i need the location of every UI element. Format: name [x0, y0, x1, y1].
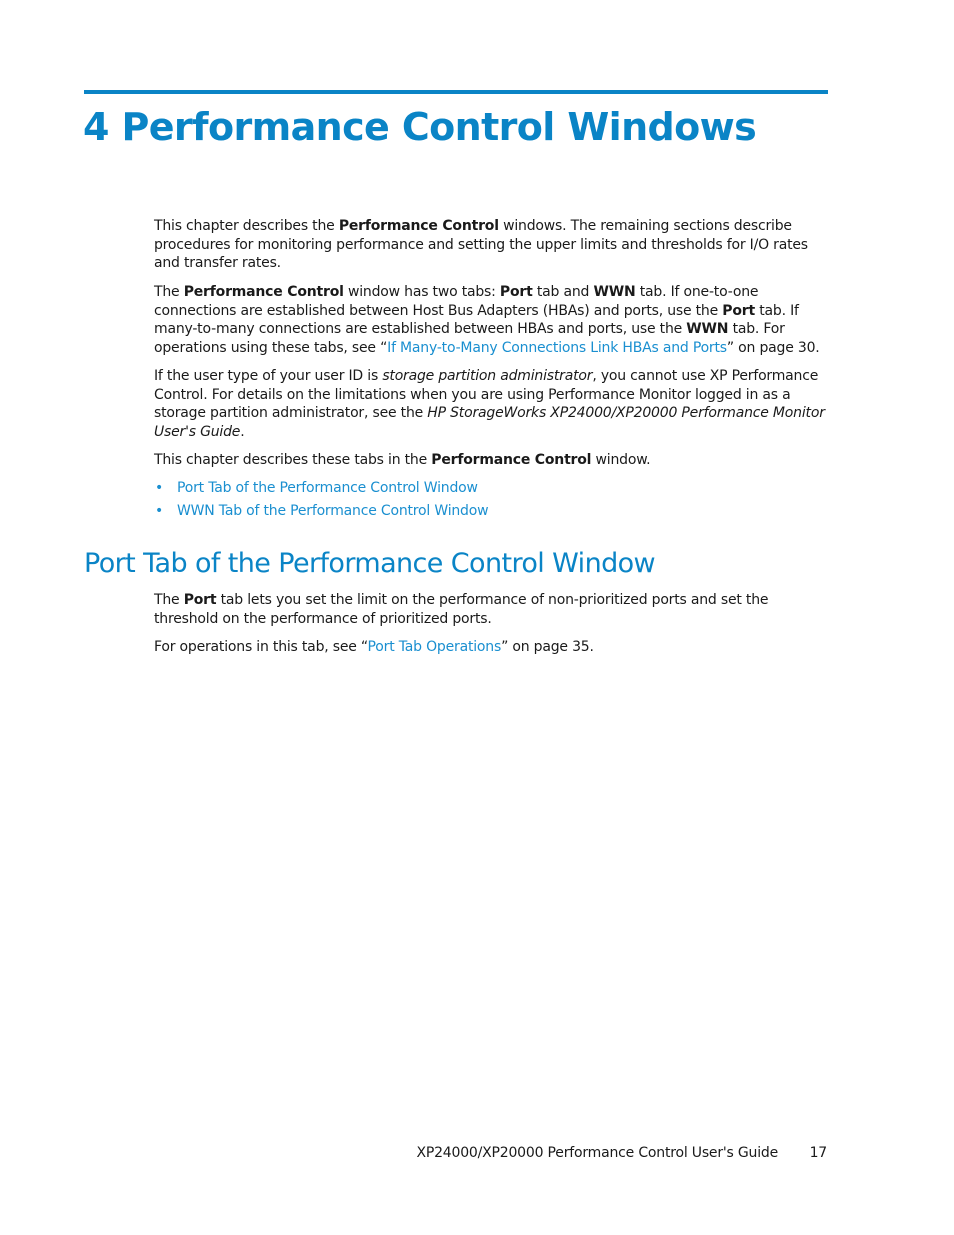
- chapter-title: 4 Performance Control Windows: [83, 105, 757, 149]
- footer-guide-title: XP24000/XP20000 Performance Control User's Guide: [416, 1145, 778, 1161]
- intro-paragraph-2: The Performance Control window has two tabs: Port tab and WWN tab. If one-to-one connections are established between Host Bus Adapters (HBAs) and ports, use the Port tab. If many-to-many connections are established between HBAs and ports, use the WWN tab. For operations using these tabs, see “If Many-to-Many Connections Link HBAs and Ports” on page 30.: [154, 284, 820, 357]
- intro-paragraph-1: This chapter describes the Performance Control windows. The remaining sections describe procedures for monitoring performance and setting the upper limits and thresholds for I/O rates and transfer rates.: [154, 218, 808, 272]
- chapter-rule: [84, 90, 828, 94]
- footer-page-number: 17: [809, 1145, 827, 1161]
- intro-paragraph-3: If the user type of your user ID is storage partition administrator, you cannot use XP Performance Control. For details on the limitations when you are using Performance Monitor logged in as a storage partition administrator, see the HP StorageWorks XP24000/XP20000 Performance Monitor User's Guide.: [154, 368, 825, 441]
- link-port-tab-operations[interactable]: Port Tab Operations: [367, 639, 502, 655]
- section-title: Port Tab of the Performance Control Window: [84, 548, 656, 579]
- chapter-toc-list: [154, 477, 488, 523]
- section-paragraph-1: The Port tab lets you set the limit on the performance of non-prioritized ports and set the threshold on the performance of prioritized ports.: [154, 592, 769, 627]
- list-item: [154, 500, 488, 523]
- section-paragraph-2: For operations in this tab, see “Port Tab Operations” on page 35.: [154, 639, 594, 655]
- link-port-tab[interactable]: Port Tab of the Performance Control Window: [177, 480, 478, 496]
- list-item: [154, 477, 488, 500]
- intro-paragraph-4: This chapter describes these tabs in the Performance Control window.: [154, 452, 651, 468]
- link-many-to-many-connections[interactable]: If Many-to-Many Connections Link HBAs and Ports: [387, 340, 727, 357]
- bullet-icon: •: [155, 503, 164, 519]
- link-wwn-tab[interactable]: WWN Tab of the Performance Control Window: [177, 503, 489, 519]
- bullet-icon: •: [155, 480, 164, 496]
